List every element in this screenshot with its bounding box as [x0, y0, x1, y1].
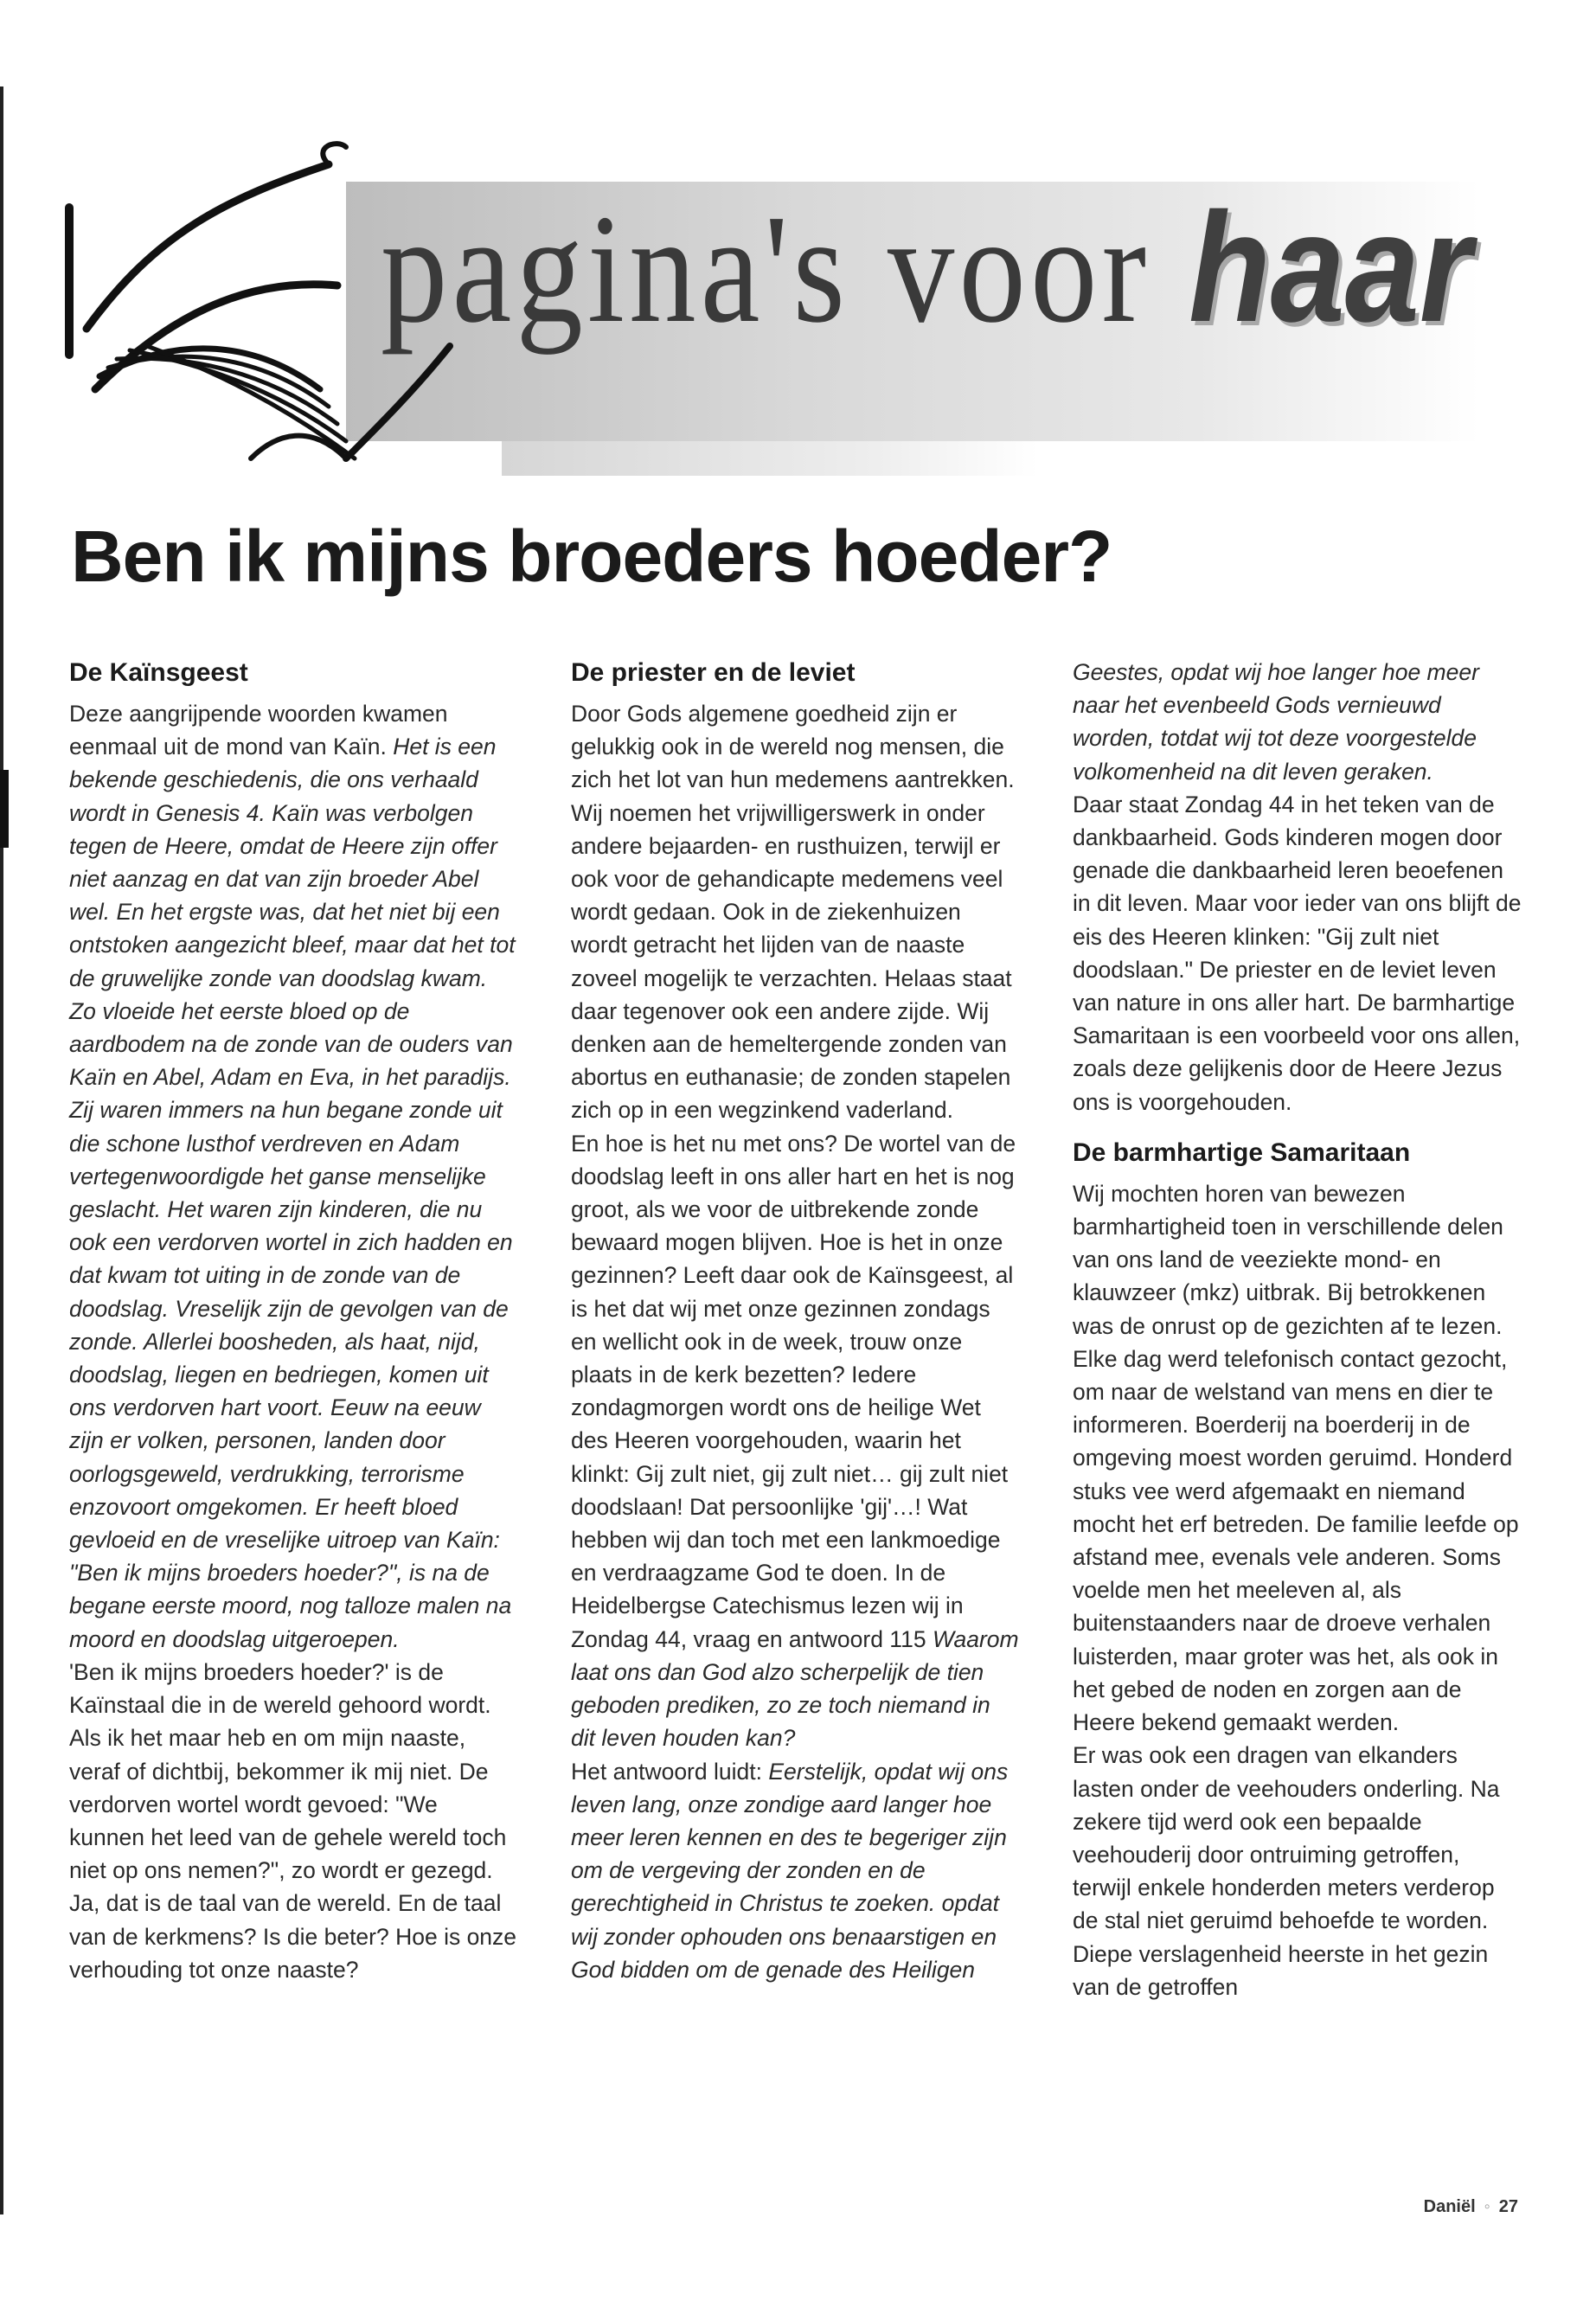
article-column-2 [571, 656, 1021, 1986]
article-column-3 [1073, 656, 1522, 2003]
subheading-priester-leviet: De priester en de leviet [571, 658, 856, 687]
article-headline: Ben ik mijns broeders hoeder? [71, 516, 1112, 597]
page-edge-rule [0, 87, 3, 2214]
section-title-light: pagina's voor [381, 183, 1151, 355]
paragraph-italic: Het is een bekende geschiedenis, die ons verhaald wordt in Genesis 4. Kaïn was verbolgen tegen de Heere, omdat de Heere zijn offer niet aanzag en dat van zijn broeder Abel wel. En het ergste was, dat het niet bij een ontstoken aangezicht bleef, maar dat het tot de gruwelijke zonde van doodslag kwam. Zo vloeide het eerste bloed op de aardbodem na de zonde van de ouders van Kaïn en Abel, Adam en Eva, in het paradijs. Zij waren immers na hun begane zonde uit die schone lusthof verdreven en Adam vertegenwoordigde het ganse menselijke geslacht. Het waren zijn kinderen, die nu ook een verdorven wortel in zich hadden en dat kwam tot uiting in de zonde van de doodslag. Vreselijk zijn de gevolgen van de zonde. Allerlei boosheden, als haat, nijd, doodslag, liegen en bedriegen, komen uit ons verdorven hart voort. Eeuw na eeuw zijn er volken, personen, landen door oorlogsgeweld, verdrukking, terrorisme enzovoort omgekomen. Er heeft bloed gevloeid en de vreselijke uitroep van Kaïn: "Ben ik mijns broeders hoeder?", is na de begane eerste moord, nog talloze malen na moord en doodslag uitgeroepen. [69, 734, 516, 1652]
publication-name: Daniël [1423, 2197, 1476, 2216]
page-edge-tab [0, 770, 9, 848]
page-footer [1424, 2197, 1518, 2217]
paragraph [69, 697, 519, 1656]
catechism-answer: Eerstelijk, opdat wij ons leven lang, onze zondige aard langer hoe meer leren kennen en des te begeriger zijn om de vergeving der zonden en de gerechtigheid in Christus te zoeken. opdat wij zonder ophouden ons benaarstigen en God bidden om de genade des Heiligen [571, 1758, 1009, 1983]
section-title-bold: haar [1189, 181, 1472, 355]
section-title [381, 181, 1472, 355]
article-column-1 [69, 656, 519, 1986]
footer-separator: ◦ [1484, 2197, 1490, 2216]
paragraph [571, 1127, 1021, 1755]
paragraph: Wij mochten horen van bewezen barmhartigheid toen in verschillende delen van ons land de veeziekte mond- en klauwzeer (mkz) uitbrak. Bij betrokkenen was de onrust op de gezichten af te lezen. Elke dag werd telefonisch contact gezocht, om naar de welstand van mens en dier te informeren. Boerderij na boerderij in de omgeving moest worden geruimd. Honderd stuks vee werd afgemaakt en niemand mocht het erf betreden. De familie leefde op afstand mee, evenals vele anderen. Soms voelde men het meeleven al, als buitenstaanders naar de droeve verhalen luisterden, maar groter was het, als ook in het gebed de noden en zorgen aan de Heere bekend gemaakt werden. [1073, 1180, 1519, 1736]
catechism-answer-continued: Geestes, opdat wij hoe langer hoe meer naar het evenbeeld Gods vernieuwd worden, totdat wij tot deze voorgestelde volkomenheid na dit leven geraken. [1073, 659, 1479, 785]
section-masthead [52, 130, 1479, 476]
paragraph-text: Het antwoord luidt: [571, 1758, 762, 1785]
catechism-question: Waarom laat ons dan God alzo scherpelijk de tien geboden prediken, zo ze toch niemand in dit leven houden kan? [571, 1625, 1019, 1752]
subheading-kainsgeest: De Kaïnsgeest [69, 658, 248, 687]
paragraph: Er was ook een dragen van elkanders lasten onder de veehouders onderling. Na zekere tijd werd ook een bepaalde veehouderij door ontruiming getroffen, terwijl enkele honderden meters verderop de stal niet geruimd behoefde te worden. Diepe verslagenheid heerste in het gezin van de getroffen [1073, 1742, 1500, 2000]
paragraph: Daar staat Zondag 44 in het teken van de dankbaarheid. Gods kinderen mogen door genade die dankbaarheid leren beoefenen in dit leven. Maar voor ieder van ons blijft de eis des Heeren klinken: "Gij zult niet doodslaan." De priester en de leviet leven van nature in ons aller hart. De barmhartige Samaritaan is een voorbeeld voor ons allen, zoals deze gelijkenis door de Heere Jezus ons is voorgehouden. [1073, 791, 1522, 1115]
paragraph: 'Ben ik mijns broeders hoeder?' is de Kaïnstaal die in de wereld gehoord wordt. Als ik het maar heb en om mijn naaste, veraf of dichtbij, bekommer ik mij niet. De verdorven wortel wordt gevoed: "We kunnen het leed van de gehele wereld toch niet op ons nemen?", zo wordt er gezegd. Ja, dat is de taal van de wereld. En de taal van de kerkmens? Is die beter? Hoe is onze verhouding tot onze naaste? [69, 1658, 517, 1983]
paragraph [571, 1755, 1021, 1986]
subheading-samaritaan: De barmhartige Samaritaan [1073, 1138, 1411, 1167]
paragraph: Door Gods algemene goedheid zijn er gelukkig ook in de wereld nog mensen, die zich het lot van hun medemens aantrekken. Wij noemen het vrijwilligerswerk in onder andere bejaarden- en rusthuizen, terwijl er ook voor de gehandicapte medemens veel wordt gedaan. Ook in de ziekenhuizen wordt getracht het lijden van de naaste zoveel mogelijk te verzachten. Helaas staat daar tegenover ook een andere zijde. Wij denken aan de hemeltergende zonden van abortus en euthanasie; de zonden stapelen zich op in een wegzinkend vaderland. [571, 701, 1015, 1124]
page-number: 27 [1498, 2197, 1518, 2216]
paragraph-lead: Deze aangrijpende woorden kwamen eenmaal uit de mond van Kaïn. [69, 701, 448, 760]
paragraph-text: En hoe is het nu met ons? De wortel van de doodslag leeft in ons aller hart en het is nog groot, als we voor de uitbrekende zonde bewaard mogen blijven. Hoe is het in onze gezinnen? Leeft daar ook de Kaïnsgeest, al is het dat wij met onze gezinnen zondags en wellicht ook in de week, trouw onze plaats in de kerk bezetten? Iedere zondagmorgen wordt ons de heilige Wet des Heeren voorgehouden, waarin het klinkt: Gij zult niet, gij zult niet… gij zult niet doodslaan! Dat persoonlijke 'gij'…! Wat hebben wij dan toch met een lankmoedige en verdraagzame God te doen. In de Heidelbergse Catechismus lezen wij in Zondag 44, vraag en antwoord 115 [571, 1130, 1016, 1652]
masthead-band-lower [502, 441, 1038, 476]
